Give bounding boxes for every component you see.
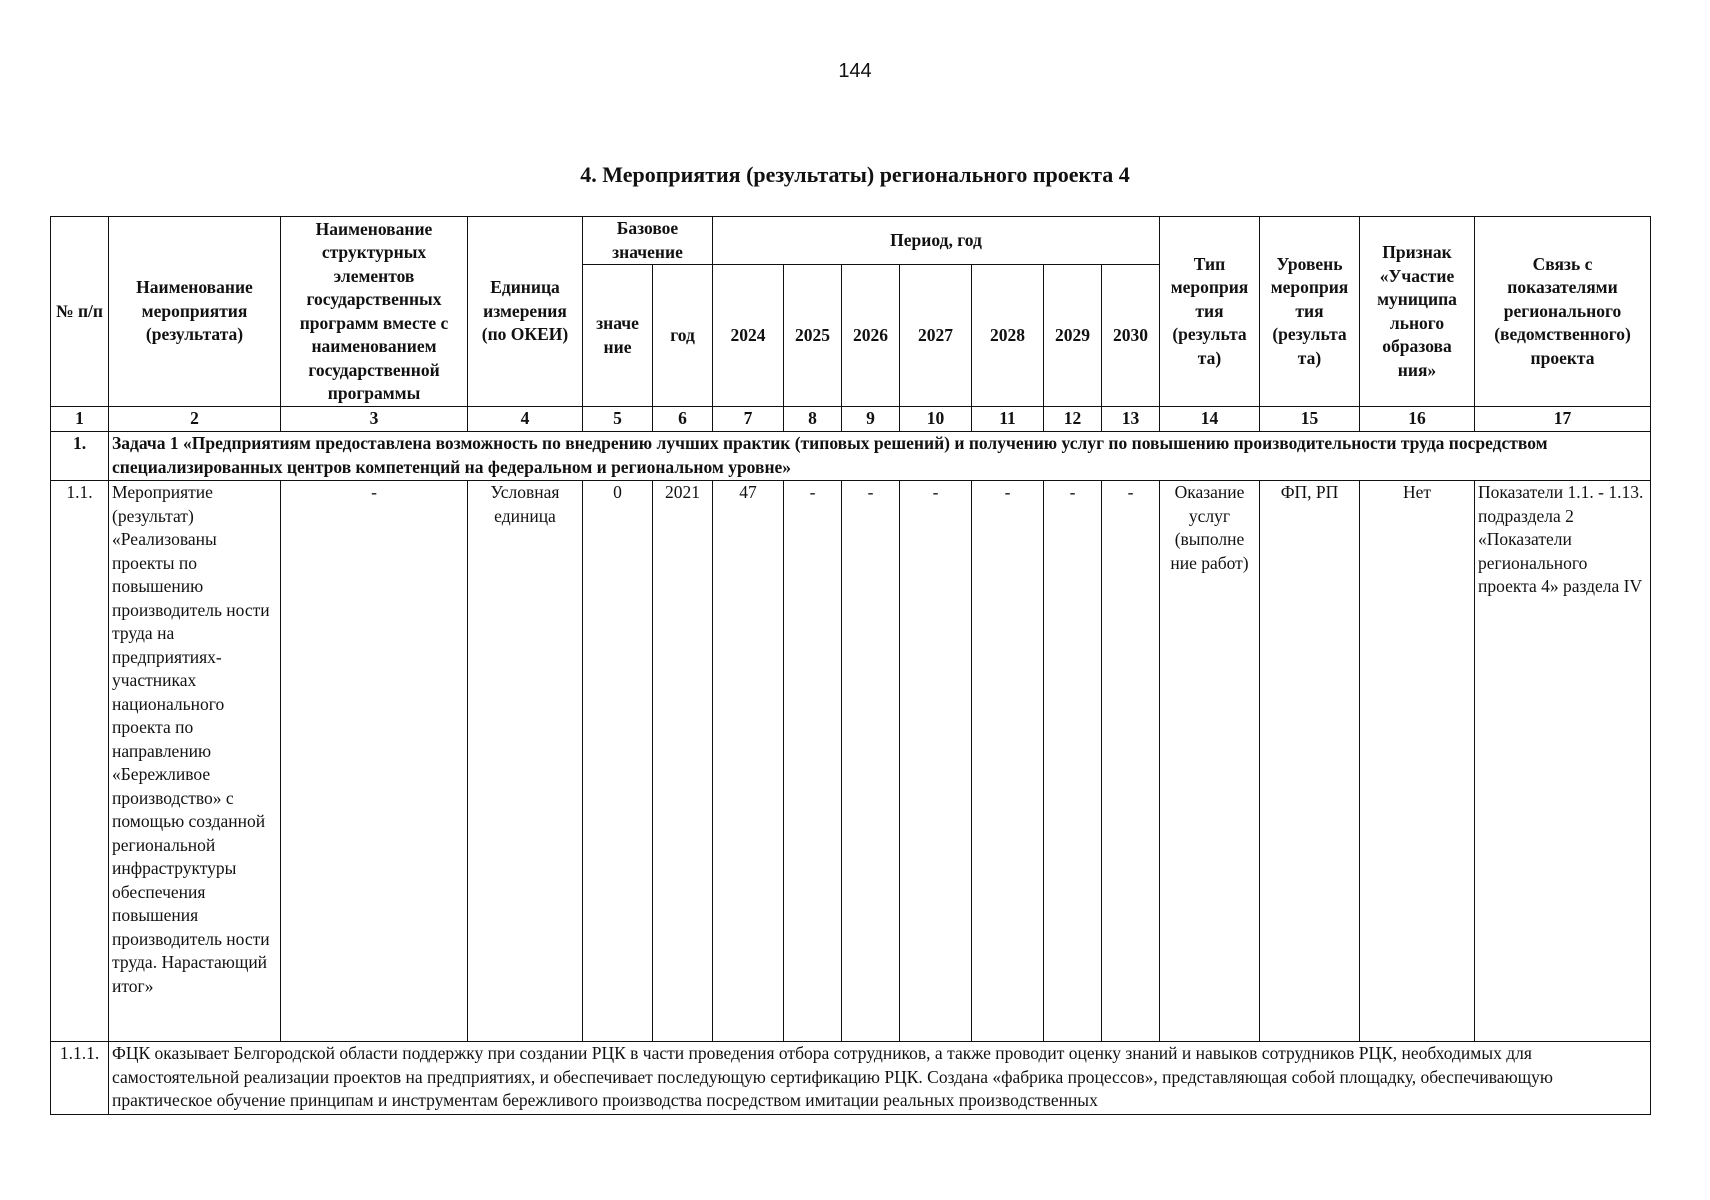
header-type: Тип мероприя тия (результа та) (1160, 217, 1260, 407)
item-name: Мероприятие (результат) «Реализованы проекты по повышению производитель ности труда на предприятиях-участниках национального проекта по направлению «Бережливое производство» с помощью созданной региональной инфраструктуры обеспечения повышения производитель ности труда. Нарастающий итог» (109, 481, 281, 1042)
task-row (51, 432, 1651, 481)
column-number: 9 (842, 407, 900, 432)
item-link: Показатели 1.1. - 1.13. подраздела 2 «Показатели регионального проекта 4» раздела IV (1475, 481, 1651, 1042)
column-number: 16 (1360, 407, 1475, 432)
header-base-year: год (653, 265, 713, 407)
header-year-2026: 2026 (842, 265, 900, 407)
header-municipal: Признак «Участие муниципа льного образова ния» (1360, 217, 1475, 407)
column-number: 8 (784, 407, 842, 432)
column-number: 11 (972, 407, 1044, 432)
subitem-number: 1.1.1. (51, 1042, 109, 1115)
item-value-2026: - (842, 481, 900, 1042)
item-base-value: 0 (583, 481, 653, 1042)
item-value-2028: - (972, 481, 1044, 1042)
column-number: 10 (900, 407, 972, 432)
header-level: Уровень мероприя тия (результа та) (1260, 217, 1360, 407)
column-number: 2 (109, 407, 281, 432)
column-number: 7 (713, 407, 784, 432)
item-number: 1.1. (51, 481, 109, 1042)
item-value-2027: - (900, 481, 972, 1042)
header-year-2028: 2028 (972, 265, 1044, 407)
subitem-cell (109, 1042, 1651, 1115)
column-number: 4 (468, 407, 583, 432)
header-period: Период, год (713, 217, 1160, 265)
header-year-2027: 2027 (900, 265, 972, 407)
item-value-2029: - (1044, 481, 1102, 1042)
column-number: 17 (1475, 407, 1651, 432)
header-structural: Наименование структурных элементов государственных программ вместе с наименованием государственной программы (281, 217, 468, 407)
item-value-2024: 47 (713, 481, 784, 1042)
subitem-row (51, 1042, 1651, 1115)
item-unit: Условная единица (468, 481, 583, 1042)
item-level: ФП, РП (1260, 481, 1360, 1042)
item-base-year: 2021 (653, 481, 713, 1042)
results-table (50, 216, 1651, 1115)
header-no: № п/п (51, 217, 109, 407)
column-number: 15 (1260, 407, 1360, 432)
column-numbers-row (51, 407, 1651, 432)
subitem-text: ФЦК оказывает Белгородской области поддержку при создании РЦК в части проведения отбора сотрудников, а также проводит оценку знаний и навыков сотрудников РЦК, необходимых для самостоятельной реализации проектов на предприятиях, и обеспечивает последующую сертификацию РЦК. Создана «фабрика процессов», представляющая собой площадку, обеспечивающую практическое обучение принципам и инструментам бережливого производства посредством имитации реальных производственных (112, 1043, 1553, 1110)
column-number: 5 (583, 407, 653, 432)
header-unit: Единица измерения (по ОКЕИ) (468, 217, 583, 407)
header-year-2024: 2024 (713, 265, 784, 407)
header-name: Наименование мероприятия (результата) (109, 217, 281, 407)
header-year-2029: 2029 (1044, 265, 1102, 407)
header-year-2030: 2030 (1102, 265, 1160, 407)
item-type: Оказание услуг (выполне ние работ) (1160, 481, 1260, 1042)
item-value-2030: - (1102, 481, 1160, 1042)
page-number: 144 (838, 60, 872, 82)
header-link: Связь с показателями регионального (ведомственного) проекта (1475, 217, 1651, 407)
column-number: 6 (653, 407, 713, 432)
column-number: 14 (1160, 407, 1260, 432)
table-row (51, 481, 1651, 1042)
column-number: 13 (1102, 407, 1160, 432)
header-year-2025: 2025 (784, 265, 842, 407)
column-number: 12 (1044, 407, 1102, 432)
column-number: 3 (281, 407, 468, 432)
item-structural: - (281, 481, 468, 1042)
header-base: Базовое значение (583, 217, 713, 265)
task-text: Задача 1 «Предприятиям предоставлена возможность по внедрению лучших практик (типовых решений) и получению услуг по повышению производительности труда посредством специализированных центров компетенций на федеральном и региональном уровне» (109, 432, 1651, 481)
header-base-value: значе ние (583, 265, 653, 407)
item-municipal: Нет (1360, 481, 1475, 1042)
header-row-1 (51, 217, 1651, 265)
page-title: 4. Мероприятия (результаты) регионального проекта 4 (580, 162, 1130, 187)
column-number: 1 (51, 407, 109, 432)
item-value-2025: - (784, 481, 842, 1042)
task-number: 1. (51, 432, 109, 481)
